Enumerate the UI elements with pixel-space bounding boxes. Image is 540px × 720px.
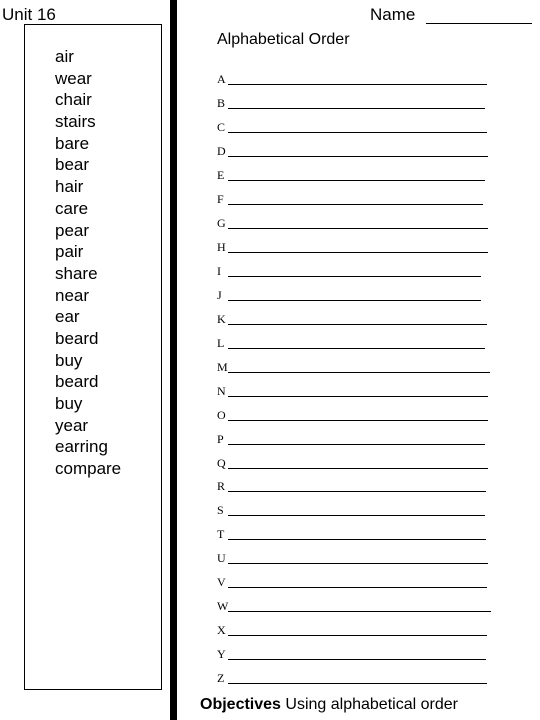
letter-label: R [217, 479, 226, 494]
letter-row-a [217, 70, 492, 94]
letter-row-t [217, 525, 492, 549]
letter-label: F [217, 191, 224, 206]
spelling-word: year [55, 415, 89, 435]
letter-row-v [217, 573, 492, 597]
spelling-word: bear [55, 155, 90, 175]
answer-line[interactable] [228, 108, 485, 109]
spelling-word: wear [55, 68, 92, 88]
answer-line[interactable] [228, 468, 488, 469]
answer-line[interactable] [228, 276, 481, 277]
alphabet-answer-list [217, 70, 492, 693]
letter-row-r [217, 477, 492, 501]
letter-row-p [217, 430, 492, 454]
letter-label: Q [217, 455, 226, 470]
spelling-word-box [24, 24, 162, 690]
letter-row-w [217, 597, 492, 621]
objectives-footer [200, 695, 458, 715]
letter-label: D [217, 143, 226, 158]
name-label: Name [370, 5, 416, 24]
letter-label: W [217, 599, 229, 614]
answer-line[interactable] [228, 444, 485, 445]
letter-row-l [217, 334, 492, 358]
letter-label: A [217, 72, 226, 86]
letter-label: Y [217, 647, 226, 662]
letter-label: K [217, 311, 226, 326]
unit-label: Unit 16 [2, 5, 56, 24]
letter-row-g [217, 214, 492, 238]
answer-line[interactable] [228, 204, 483, 205]
spelling-word: share [55, 263, 98, 283]
letter-row-c [217, 118, 492, 142]
letter-row-y [217, 645, 492, 669]
letter-label: I [217, 263, 221, 278]
letter-label: C [217, 119, 226, 134]
letter-label: O [217, 407, 226, 422]
answer-line[interactable] [228, 491, 486, 492]
answer-line[interactable] [228, 659, 486, 660]
spelling-word: chair [55, 90, 92, 110]
spelling-word: stairs [55, 112, 96, 132]
spelling-word-list [55, 46, 121, 480]
answer-line[interactable] [228, 372, 490, 373]
answer-line[interactable] [228, 420, 488, 421]
letter-label: N [217, 383, 226, 398]
letter-row-h [217, 238, 492, 262]
answer-line[interactable] [228, 180, 485, 181]
letter-label: B [217, 95, 226, 110]
letter-row-q [217, 454, 492, 478]
spelling-word: care [55, 198, 89, 218]
letter-row-s [217, 501, 492, 525]
letter-row-m [217, 358, 492, 382]
letter-label: M [217, 359, 228, 374]
spelling-word: buy [55, 350, 83, 370]
letter-row-f [217, 190, 492, 214]
letter-label: T [217, 527, 225, 542]
letter-row-e [217, 166, 492, 190]
answer-line[interactable] [228, 132, 487, 133]
spelling-word: near [55, 285, 90, 305]
answer-line[interactable] [228, 611, 491, 612]
letter-row-o [217, 406, 492, 430]
answer-line[interactable] [228, 228, 488, 229]
spelling-word: pair [55, 242, 84, 262]
answer-line[interactable] [228, 348, 485, 349]
letter-label: J [217, 287, 222, 302]
answer-line[interactable] [228, 300, 481, 301]
spelling-word: pear [55, 220, 90, 240]
spelling-word: bare [55, 133, 90, 153]
letter-label: P [217, 431, 224, 446]
spelling-word: compare [55, 459, 122, 479]
answer-line[interactable] [228, 563, 488, 564]
letter-row-u [217, 549, 492, 573]
answer-line[interactable] [228, 539, 486, 540]
letter-label: L [217, 335, 225, 350]
letter-label: H [217, 239, 226, 254]
objectives-text: Using alphabetical order [285, 696, 458, 713]
letter-label: X [217, 623, 226, 638]
objectives-label: Objectives [200, 696, 281, 713]
letter-label: E [217, 167, 225, 182]
letter-row-j [217, 286, 492, 310]
spelling-word: beard [55, 372, 99, 392]
name-field-line[interactable] [426, 23, 532, 24]
spelling-word: buy [55, 394, 83, 413]
letter-row-n [217, 382, 492, 406]
letter-row-x [217, 621, 492, 645]
answer-line[interactable] [228, 324, 487, 325]
spelling-word: hair [55, 177, 84, 197]
letter-label: G [217, 215, 226, 230]
spelling-word: ear [55, 307, 80, 327]
answer-line[interactable] [228, 396, 488, 397]
answer-line[interactable] [228, 156, 488, 157]
spelling-word: air [55, 47, 74, 66]
answer-line[interactable] [228, 252, 488, 253]
answer-line[interactable] [228, 635, 487, 636]
page-divider [170, 0, 177, 720]
letter-row-i [217, 262, 492, 286]
letter-row-k [217, 310, 492, 334]
letter-row-d [217, 142, 492, 166]
letter-label: Z [217, 671, 225, 686]
spelling-word: earring [55, 437, 108, 457]
answer-line[interactable] [228, 515, 485, 516]
answer-line[interactable] [228, 683, 487, 684]
spelling-word: beard [55, 328, 99, 348]
answer-line[interactable] [228, 587, 487, 588]
letter-row-b [217, 94, 492, 118]
page-title: Alphabetical Order [217, 31, 350, 48]
letter-label: U [217, 551, 226, 566]
letter-label: S [217, 503, 224, 518]
answer-line[interactable] [228, 84, 487, 85]
letter-label: V [217, 575, 226, 590]
letter-row-z [217, 669, 492, 693]
